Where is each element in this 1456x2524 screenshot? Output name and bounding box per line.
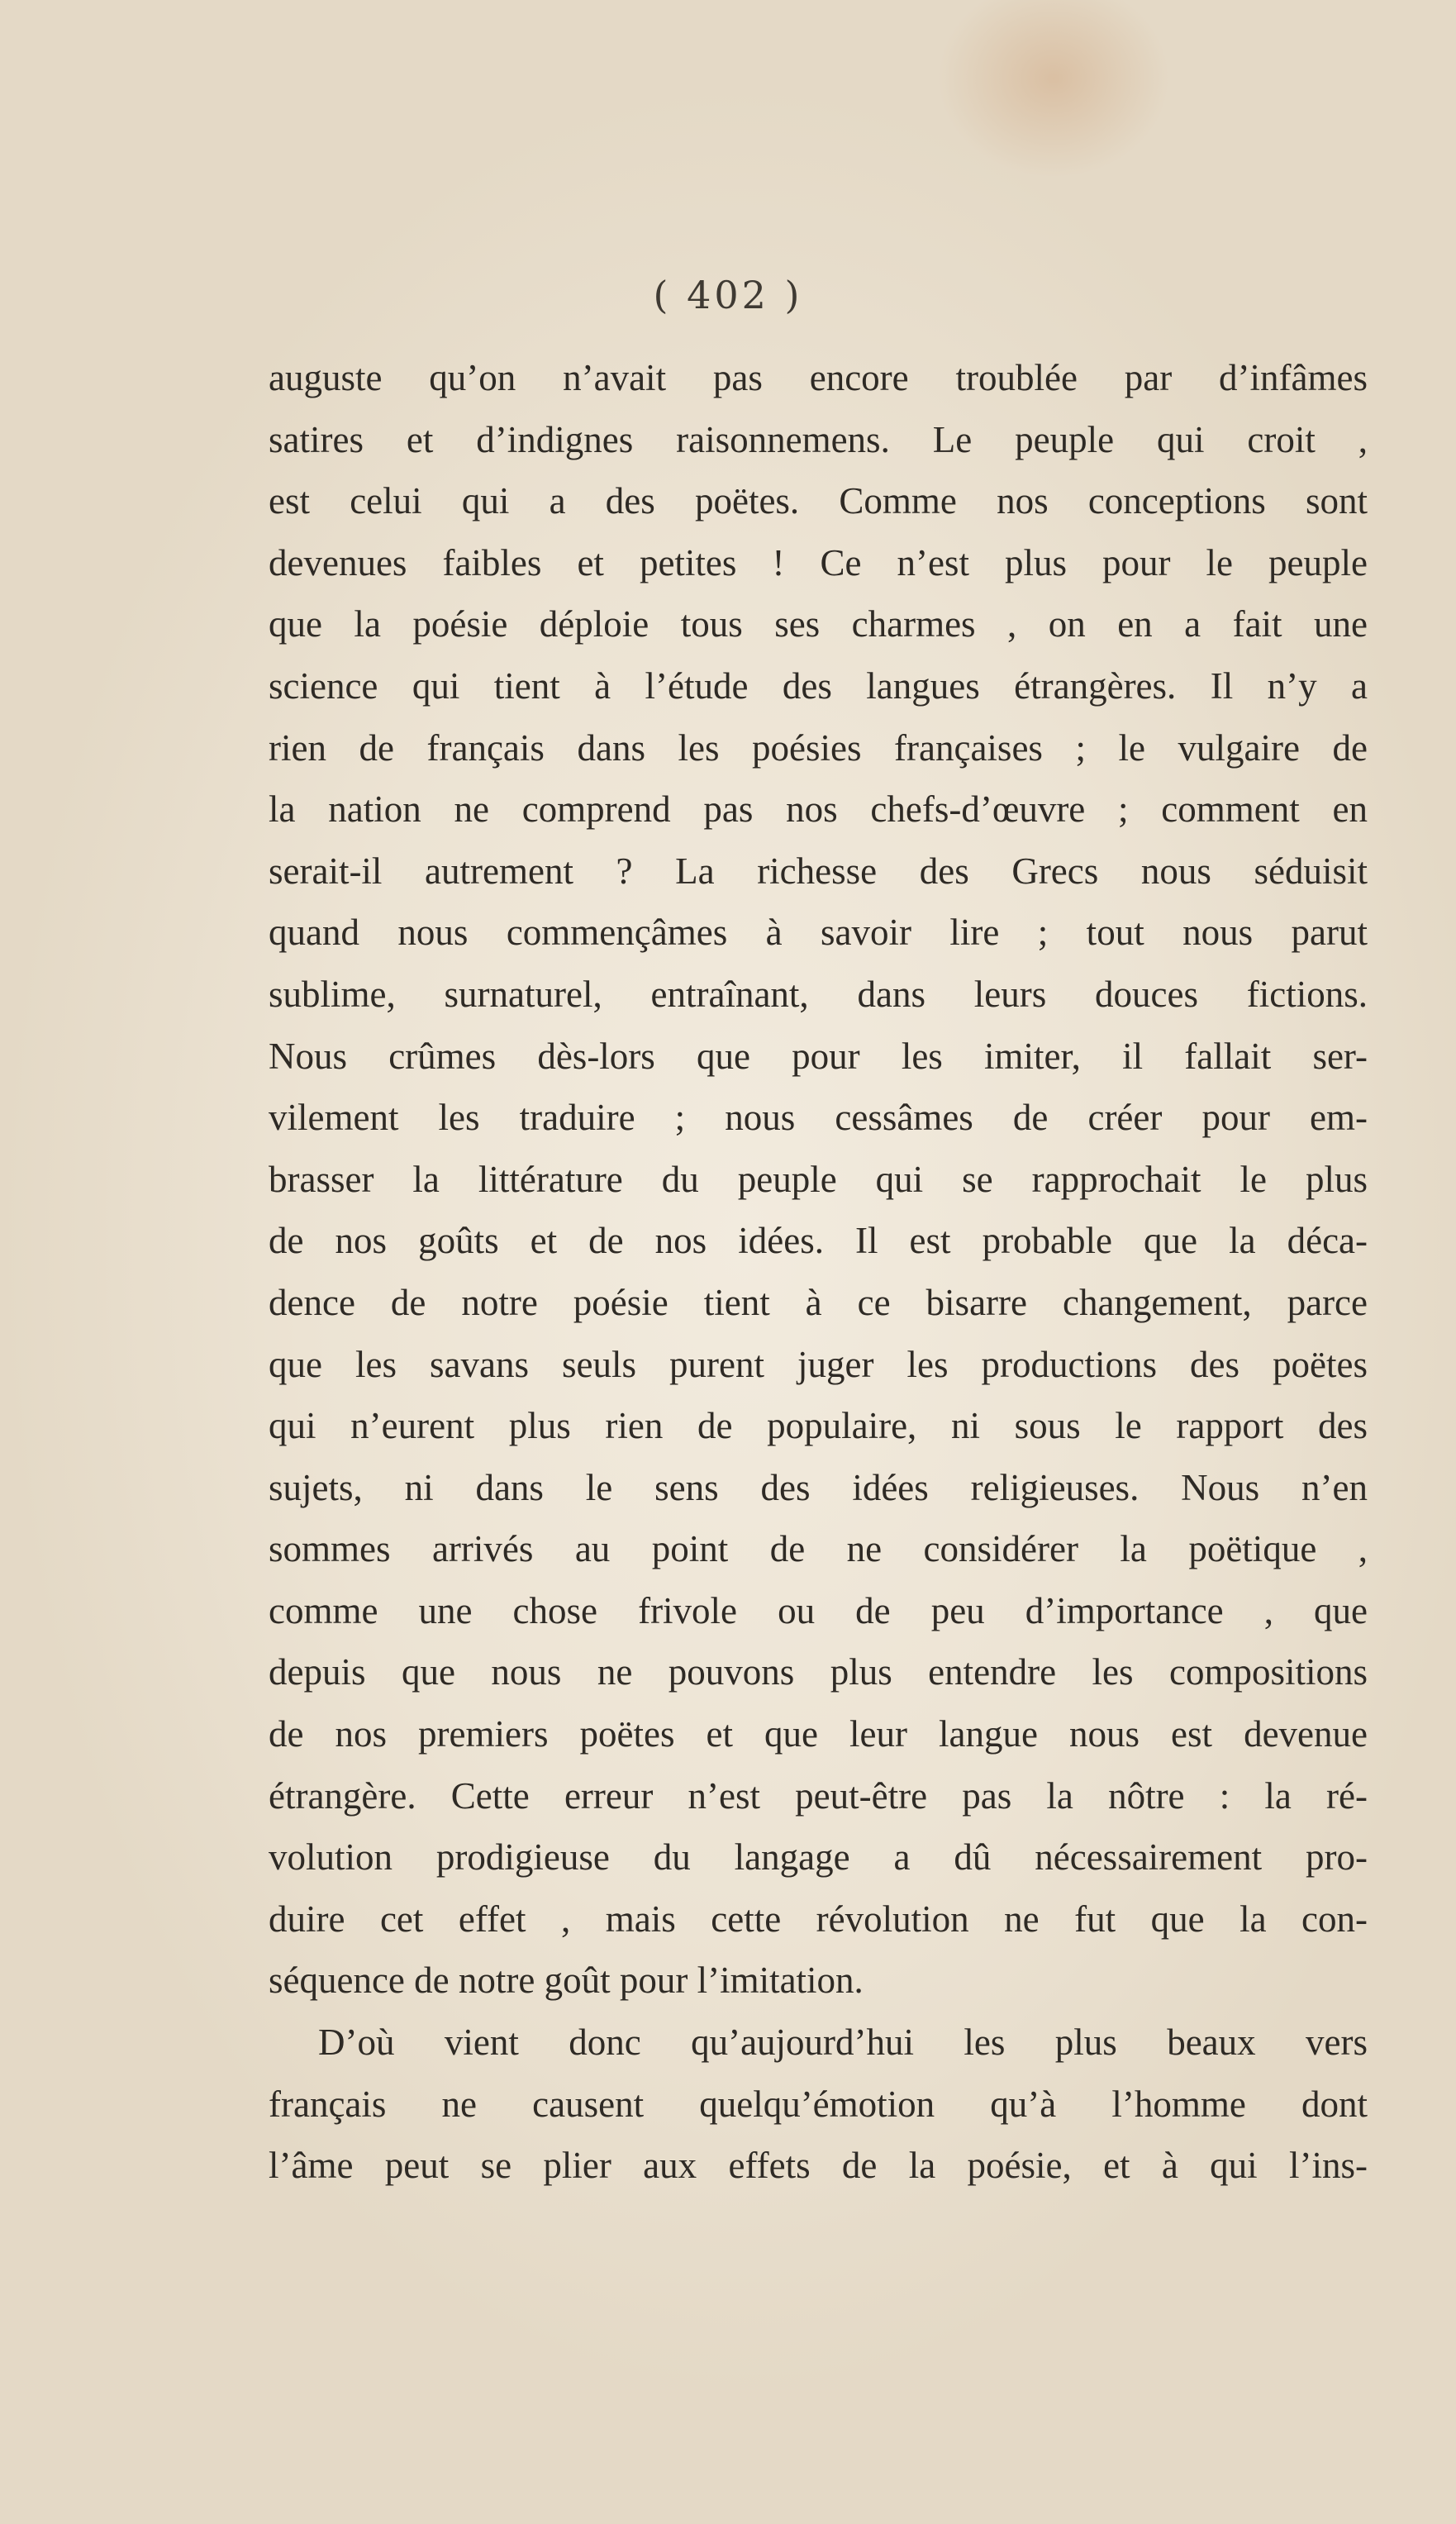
text-line: comme une chose frivole ou de peu d’importance , que [269, 1589, 1368, 1631]
text-line: français ne causent quelqu’émotion qu’à l’homme dont [269, 2083, 1368, 2125]
text-line: séquence de notre goût pour l’imitation. [269, 1960, 864, 2002]
text-line: vilement les traduire ; nous cessâmes de créer pour em- [269, 1097, 1368, 1139]
text-line: de nos premiers poëtes et que leur langue nous est devenue [269, 1713, 1368, 1755]
text-line: volution prodigieuse du langage a dû nécessairement pro- [269, 1836, 1368, 1879]
text-line: qui n’eurent plus rien de populaire, ni sous le rapport des [269, 1405, 1368, 1447]
text-line: satires et d’indignes raisonnemens. Le peuple qui croit , [269, 418, 1368, 460]
page-number: ( 402 ) [653, 273, 803, 317]
text-line: quand nous commençâmes à savoir lire ; tout nous parut [269, 912, 1368, 954]
text-line: la nation ne comprend pas nos chefs-d’œuvre ; comment en [269, 788, 1368, 831]
text-line: Nous crûmes dès-lors que pour les imiter, il fallait ser- [269, 1035, 1368, 1077]
text-line: auguste qu’on n’avait pas encore troublée par d’infâmes [269, 357, 1368, 398]
text-line: l’âme peut se plier aux effets de la poésie, et à qui l’ins- [269, 2145, 1368, 2187]
text-line: brasser la littérature du peuple qui se rapprochait le plus [269, 1158, 1368, 1200]
text-line: sujets, ni dans le sens des idées religieuses. Nous n’en [269, 1466, 1368, 1508]
text-line: de nos goûts et de nos idées. Il est probable que la déca- [269, 1220, 1368, 1262]
text-line: devenues faibles et petites ! Ce n’est plus pour le peuple [269, 541, 1368, 583]
text-line: étrangère. Cette erreur n’est peut-être pas la nôtre : la ré- [269, 1774, 1368, 1817]
text-line: serait-il autrement ? La richesse des Grecs nous séduisit [269, 850, 1368, 892]
text-line: depuis que nous ne pouvons plus entendre les compositions [269, 1651, 1368, 1693]
text-line: sommes arrivés au point de ne considérer la poëtique , [269, 1528, 1368, 1570]
text-line: est celui qui a des poëtes. Comme nos conceptions sont [269, 480, 1368, 522]
text-line: dence de notre poésie tient à ce bisarre changement, parce [269, 1281, 1368, 1323]
text-line: D’où vient donc qu’aujourd’hui les plus beaux vers [318, 2022, 1368, 2064]
body-text [269, 347, 1368, 2197]
text-line: sublime, surnaturel, entraînant, dans leurs douces fictions. [269, 973, 1368, 1015]
text-line: science qui tient à l’étude des langues étrangères. Il n’y a [269, 664, 1368, 707]
text-line: duire cet effet , mais cette révolution ne fut que la con- [269, 1898, 1368, 1940]
text-line: que les savans seuls purent juger les productions des poëtes [269, 1343, 1368, 1385]
text-line: que la poésie déploie tous ses charmes , on en a fait une [269, 603, 1368, 645]
text-line: rien de français dans les poésies françaises ; le vulgaire de [269, 726, 1368, 769]
